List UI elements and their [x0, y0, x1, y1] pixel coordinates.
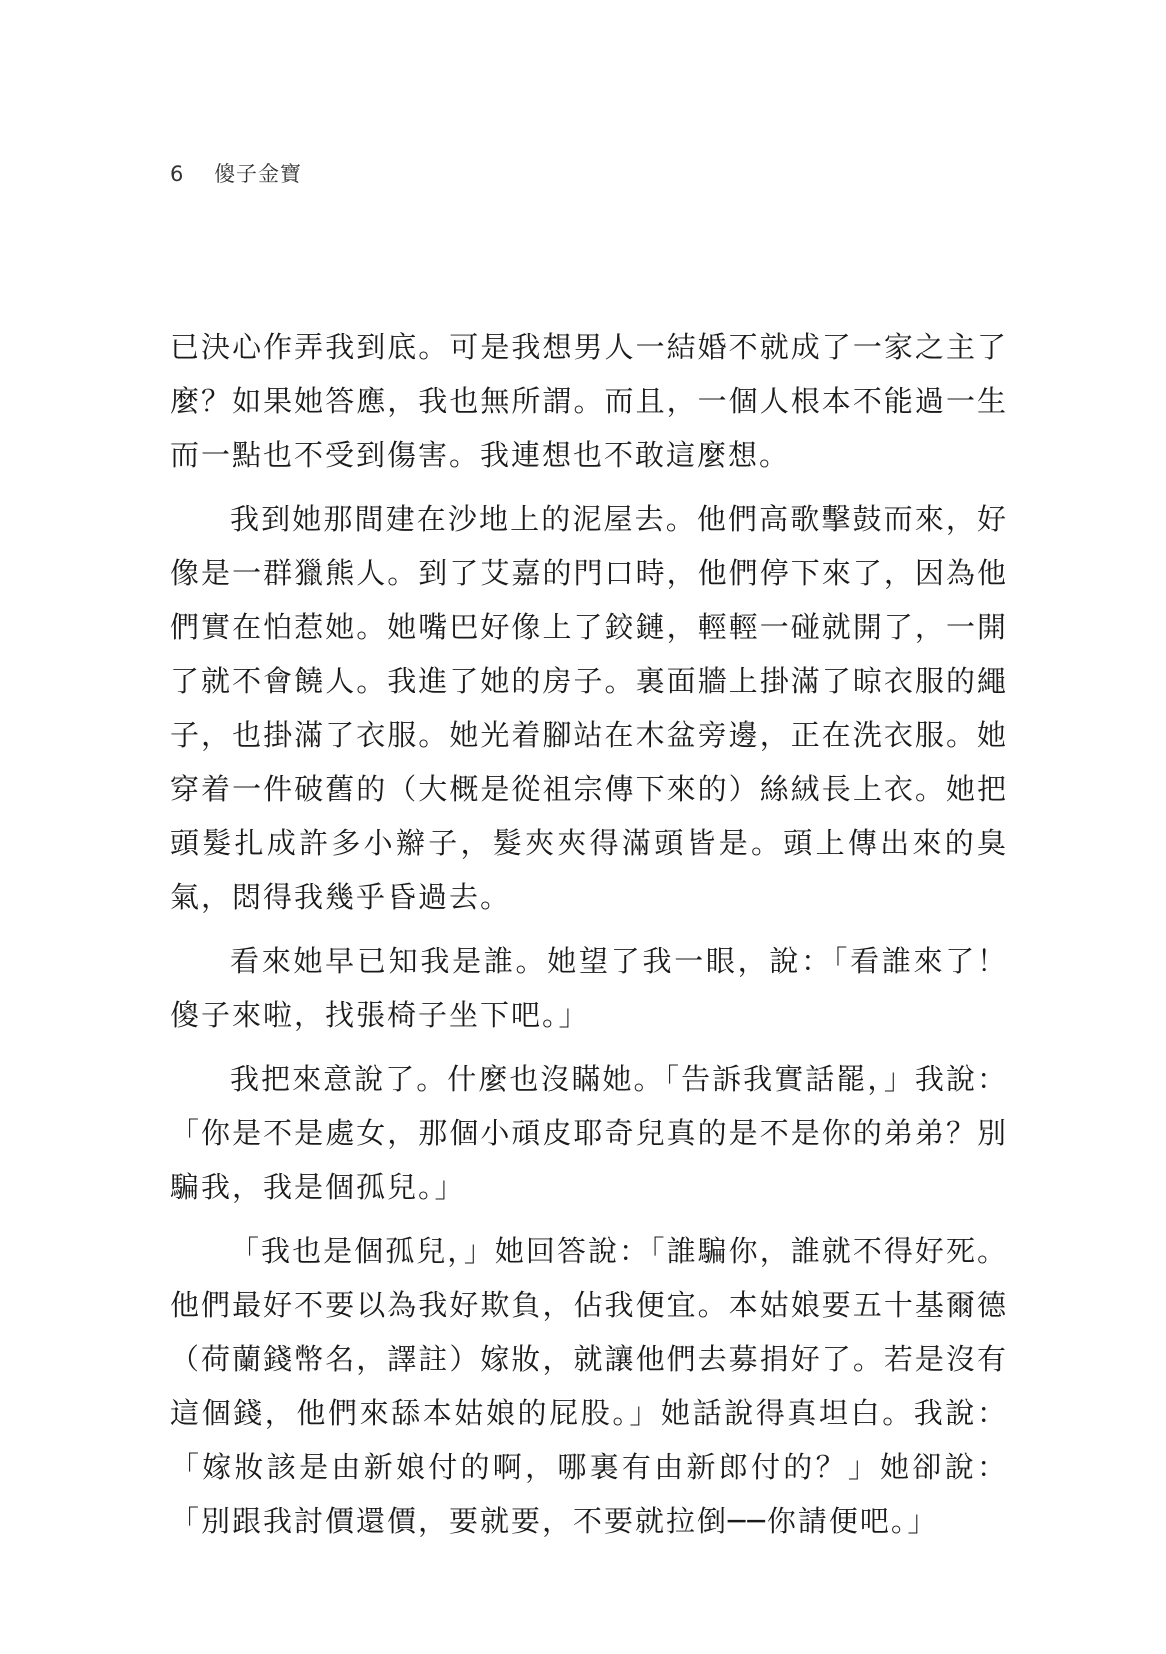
page-number: 6	[170, 162, 185, 186]
paragraph: 我到她那間建在沙地上的泥屋去。他們高歌擊鼓而來，好像是一群獵熊人。到了艾嘉的門口時，他們停下來了，因為他們實在怕惹她。她嘴巴好像上了鉸鏈，輕輕一碰就開了，一開了就不會饒人。我進了她的房子。裏面牆上掛滿了晾衣服的繩子，也掛滿了衣服。她光着腳站在木盆旁邊，正在洗衣服。她穿着一件破舊的（大概是從祖宗傳下來的）絲絨長上衣。她把頭髮扎成許多小辮子，髮夾夾得滿頭皆是。頭上傳出來的臭氣，悶得我幾乎昏過去。	[170, 502, 1008, 914]
paragraph: 已決心作弄我到底。可是我想男人一結婚不就成了一家之主了麼？如果她答應，我也無所謂。而且，一個人根本不能過一生而一點也不受到傷害。我連想也不敢這麼想。	[170, 330, 1008, 472]
book-title: 傻子金寶	[214, 162, 303, 186]
running-header	[170, 158, 302, 188]
body-text	[170, 320, 1008, 1558]
paragraph: 我把來意說了。什麼也沒瞞她。「告訴我實話罷，」我說：「你是不是處女，那個小頑皮耶奇兒真的是不是你的弟弟？別騙我，我是個孤兒。」	[170, 1062, 1008, 1204]
paragraph: 「我也是個孤兒，」她回答說：「誰騙你，誰就不得好死。他們最好不要以為我好欺負，佔我便宜。本姑娘要五十基爾德（荷蘭錢幣名，譯註）嫁妝，就讓他們去募捐好了。若是沒有這個錢，他們來舔本姑娘的屁股。」她話說得真坦白。我說：「嫁妝該是由新娘付的啊，哪裏有由新郎付的？」她卻說：「別跟我討價還價，要就要，不要就拉倒──你請便吧。」	[170, 1234, 1008, 1538]
paragraph: 看來她早已知我是誰。她望了我一眼，說：「看誰來了！傻子來啦，找張椅子坐下吧。」	[170, 944, 1008, 1032]
